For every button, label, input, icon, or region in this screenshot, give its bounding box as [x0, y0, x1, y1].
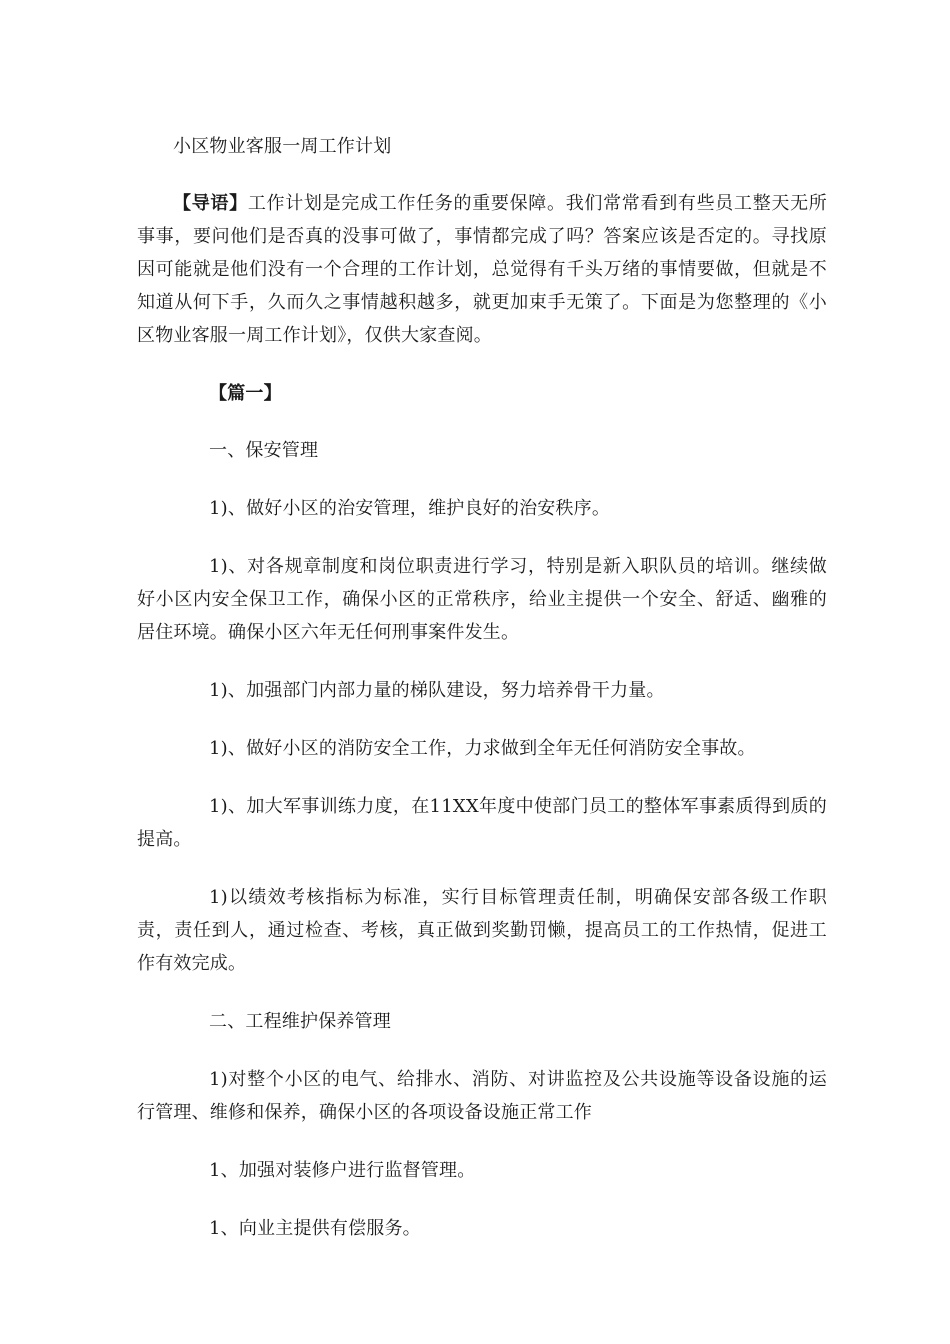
- intro-text: 工作计划是完成工作任务的重要保障。我们常常看到有些员工整天无所事事，要问他们是否真的没事可做了，事情都完成了吗？答案应该是否定的。寻找原因可能就是他们没有一个合理的工作计划，总觉得有千头万绪的事情要做，但就是不知道从何下手，久而久之事情越积越多，就更加束手无策了。下面是为您整理的《小区物业客服一周工作计划》，仅供大家查阅。: [137, 193, 827, 346]
- section-2-heading: 二、工程维护保养管理: [209, 1011, 391, 1032]
- intro-label: 【导语】: [173, 193, 248, 214]
- document-title: 小区物业客服一周工作计划: [173, 136, 392, 157]
- part-heading: 【篇一】: [209, 383, 282, 404]
- section-1-heading: 一、保安管理: [209, 440, 319, 461]
- section-2-item-1: 1)对整个小区的电气、给排水、消防、对讲监控及公共设施等设备设施的运行管理、维修和保养，确保小区的各项设备设施正常工作: [137, 1069, 827, 1123]
- section-1-item-3: 1)、加强部门内部力量的梯队建设，努力培养骨干力量。: [209, 680, 665, 701]
- section-2-item-2: 1、加强对装修户进行监督管理。: [209, 1160, 476, 1181]
- section-1-item-6: 1)以绩效考核指标为标准，实行目标管理责任制，明确保安部各级工作职责，责任到人，通过检查、考核，真正做到奖勤罚懒，提高员工的工作热情，促进工作有效完成。: [137, 887, 827, 974]
- section-1-item-5: 1)、加大军事训练力度，在11XX年度中使部门员工的整体军事素质得到质的提高。: [137, 796, 827, 850]
- intro-paragraph: [137, 187, 827, 352]
- section-2-item-3: 1、向业主提供有偿服务。: [209, 1218, 421, 1239]
- section-1-item-2: 1)、对各规章制度和岗位职责进行学习，特别是新入职队员的培训。继续做好小区内安全保卫工作，确保小区的正常秩序，给业主提供一个安全、舒适、幽雅的居住环境。确保小区六年无任何刑事案件发生。: [137, 556, 827, 643]
- section-1-item-1: 1)、做好小区的治安管理，维护良好的治安秩序。: [209, 498, 611, 519]
- document-page: [137, 130, 827, 1270]
- section-1-item-4: 1)、做好小区的消防安全工作，力求做到全年无任何消防安全事故。: [209, 738, 756, 759]
